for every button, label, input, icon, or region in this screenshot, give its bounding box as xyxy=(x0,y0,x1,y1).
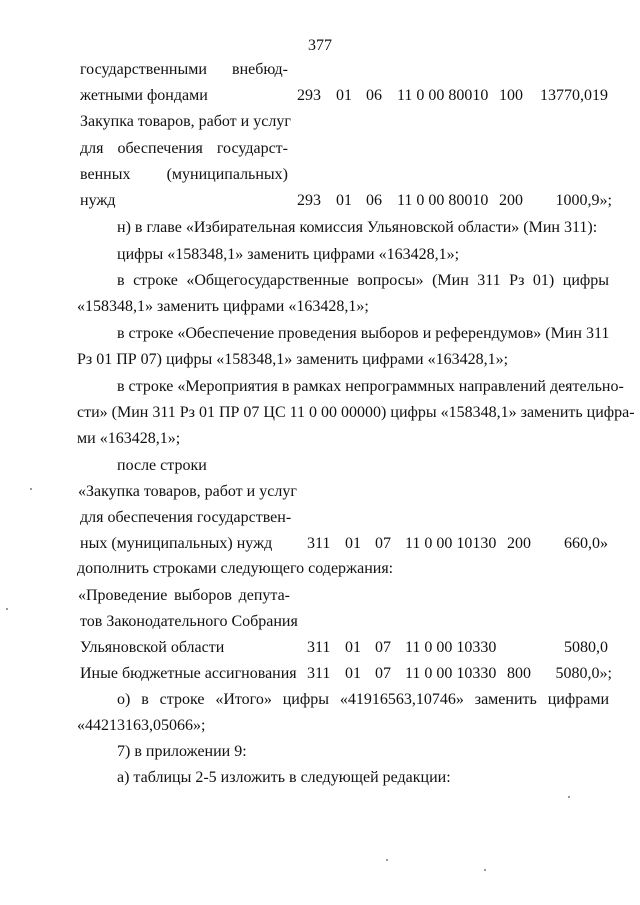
item-7a: а) таблицы 2-5 изложить в следующей редакции: xyxy=(117,769,451,786)
table-row-label: тов Законодательного Собрания xyxy=(80,613,298,630)
table-row-label: «Закупка товаров, работ и услуг xyxy=(78,483,297,500)
table-cell-rz: 01 xyxy=(345,639,361,656)
table-cell-vr: 200 xyxy=(499,192,523,209)
scan-speck xyxy=(484,869,486,871)
table-cell-min: 311 xyxy=(307,665,331,682)
table-row-label: Ульяновской области xyxy=(80,639,225,656)
scan-speck xyxy=(568,796,570,798)
table-cell-sum: 5080,0 xyxy=(564,639,608,656)
table-cell-rz: 01 xyxy=(336,87,352,104)
table-row-label: венных (муниципальных) xyxy=(80,166,288,183)
table-cell-min: 311 xyxy=(307,639,331,656)
table-cell-vr: 200 xyxy=(507,535,531,552)
table-cell-vr: 800 xyxy=(507,665,531,682)
table-cell-pr: 07 xyxy=(375,535,391,552)
paragraph-text: «44213163,05066»; xyxy=(77,717,206,734)
table-cell-rz: 01 xyxy=(345,535,361,552)
table-cell-rz: 01 xyxy=(336,192,352,209)
paragraph-text: в строке «Обеспечение проведения выборов и референдумов» (Мин 311 xyxy=(117,325,610,342)
table-row-label: государственными внебюд- xyxy=(80,61,288,78)
table-cell-sum: 1000,9»; xyxy=(555,192,612,209)
table-row-label: для обеспечения государствен- xyxy=(80,509,292,526)
paragraph-text: сти» (Мин 311 Рз 01 ПР 07 ЦС 11 0 00 00000) цифры «158348,1» заменить цифра- xyxy=(77,404,635,421)
table-cell-cs: 11 0 00 10330 xyxy=(405,665,497,682)
table-cell-sum: 5080,0»; xyxy=(555,665,612,682)
table-cell-pr: 06 xyxy=(366,87,382,104)
table-cell-pr: 07 xyxy=(375,665,391,682)
paragraph-text: Рз 01 ПР 07) цифры «158348,1» заменить цифрами «163428,1»; xyxy=(77,351,509,368)
table-cell-cs: 11 0 00 10330 xyxy=(405,639,497,656)
table-cell-sum: 660,0» xyxy=(564,535,608,552)
table-row-label: ных (муниципальных) нужд xyxy=(80,535,273,552)
table-cell-cs: 11 0 00 80010 xyxy=(397,192,489,209)
paragraph-text: ми «163428,1»; xyxy=(77,430,181,447)
table-cell-min: 311 xyxy=(307,535,331,552)
table-cell-cs: 11 0 00 10130 xyxy=(405,535,497,552)
table-cell-min: 293 xyxy=(297,87,321,104)
paragraph-text: дополнить строками следующего содержания: xyxy=(77,560,394,577)
paragraph-text: цифры «158348,1» заменить цифрами «163428,1»; xyxy=(117,246,460,263)
table-row-label: для обеспечения государст- xyxy=(80,140,288,157)
table-cell-cs: 11 0 00 80010 xyxy=(397,87,489,104)
scan-speck xyxy=(386,859,388,861)
paragraph-n-heading: н) в главе «Избирательная комиссия Ульяновской области» (Мин 311): xyxy=(117,219,598,236)
paragraph-text: в строке «Общегосударственные вопросы» (Мин 311 Рз 01) цифры xyxy=(117,272,609,289)
table-cell-sum: 13770,019 xyxy=(540,87,608,104)
table-row-label: Иные бюджетные ассигнования xyxy=(80,665,297,682)
table-row-label: жетными фондами xyxy=(80,87,208,104)
table-row-label: «Проведение выборов депута- xyxy=(78,587,290,604)
table-cell-vr: 100 xyxy=(499,87,523,104)
table-cell-pr: 07 xyxy=(375,639,391,656)
paragraph-text: после строки xyxy=(117,457,207,474)
table-cell-pr: 06 xyxy=(366,192,382,209)
page-number: 377 xyxy=(308,37,332,54)
scan-speck xyxy=(6,608,8,610)
paragraph-o: о) в строке «Итого» цифры «41916563,10746» заменить цифрами xyxy=(117,691,609,708)
paragraph-text: «158348,1» заменить цифрами «163428,1»; xyxy=(77,298,369,315)
table-row-label: нужд xyxy=(80,192,116,209)
item-7: 7) в приложении 9: xyxy=(117,743,247,760)
paragraph-text: в строке «Мероприятия в рамках непрограммных направлений деятельно- xyxy=(117,378,624,395)
table-row-label: Закупка товаров, работ и услуг xyxy=(80,113,291,130)
table-cell-min: 293 xyxy=(297,192,321,209)
table-cell-rz: 01 xyxy=(345,665,361,682)
scan-speck xyxy=(30,488,32,490)
